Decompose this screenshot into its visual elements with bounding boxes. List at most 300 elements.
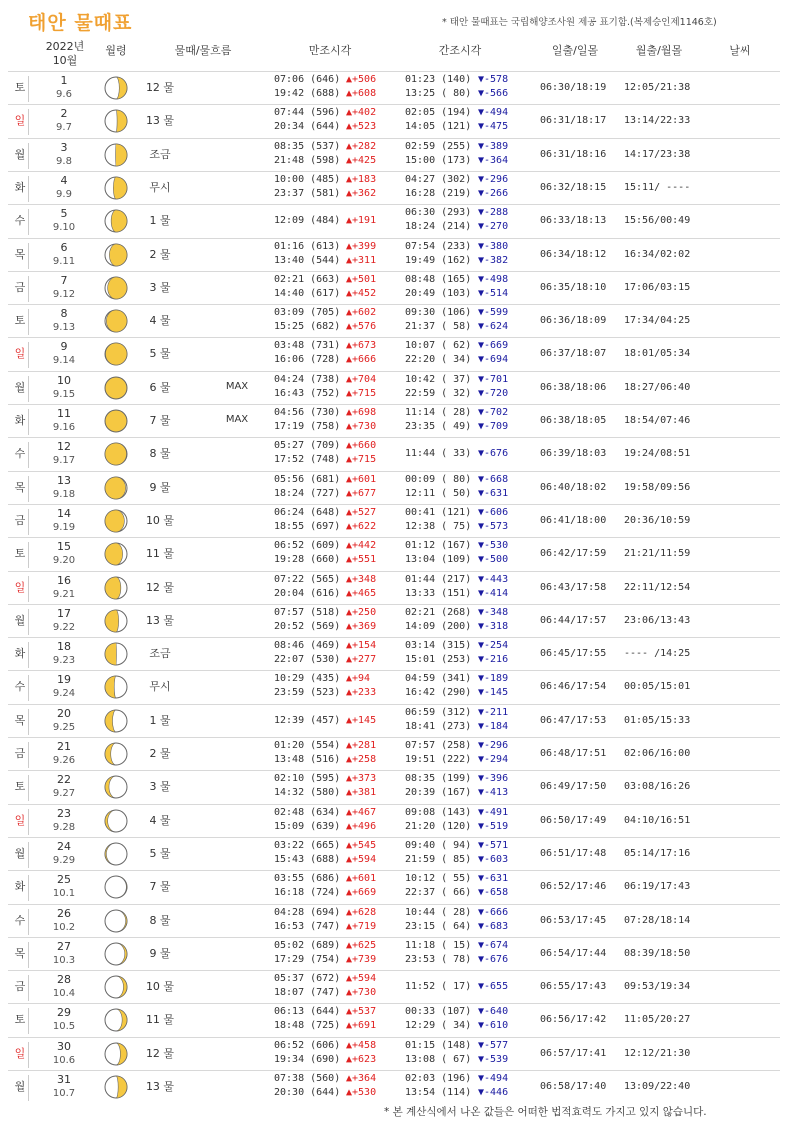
high-tide-time: 18:55 (697) — [274, 520, 341, 532]
moon-phase-icon — [104, 342, 128, 366]
high-tide-time: 02:10 (595) — [274, 773, 341, 785]
moonrise-moonset: 19:58/09:56 — [624, 481, 691, 493]
low-tide-time: 23:53 ( 78) — [405, 953, 472, 965]
high-tide-delta: ▲+458 — [346, 1039, 377, 1051]
table-row — [0, 505, 793, 538]
high-tide-time: 04:28 (694) — [274, 906, 341, 918]
day-of-week: 화 — [14, 180, 26, 194]
low-tide-delta: ▼-145 — [478, 687, 509, 699]
tide-name: 7 물 — [149, 880, 171, 894]
sunrise-sunset: 06:44/17:57 — [540, 614, 607, 626]
day-of-week: 금 — [14, 747, 26, 760]
date: 2 — [60, 107, 68, 121]
low-tide-delta: ▼-494 — [478, 107, 509, 119]
table-row — [0, 105, 793, 138]
high-tide-time: 20:30 (644) — [274, 1087, 341, 1098]
moon-phase-icon — [104, 76, 128, 100]
low-tide-time: 12:11 ( 50) — [405, 487, 472, 499]
day-of-week: 토 — [14, 314, 26, 328]
high-tide-time: 14:32 (580) — [274, 787, 341, 799]
tide-name: 4 물 — [149, 813, 171, 827]
low-tide-delta: ▼-709 — [478, 421, 509, 432]
day-of-week: 목 — [14, 247, 26, 261]
low-tide-time: 07:54 (233) — [405, 240, 472, 252]
sunrise-sunset: 06:35/18:10 — [540, 281, 607, 293]
high-tide-delta: ▲+691 — [346, 1020, 377, 1032]
high-tide-delta: ▲+622 — [346, 520, 377, 532]
low-tide-delta: ▼-610 — [478, 1020, 509, 1032]
moon-phase-icon — [104, 409, 128, 433]
low-tide-time: 01:12 (167) — [405, 540, 472, 552]
day-divider — [28, 1042, 29, 1068]
day-of-week: 일 — [14, 114, 26, 128]
day-of-week: 금 — [14, 980, 26, 994]
moonrise-moonset: 13:09/22:40 — [624, 1081, 691, 1092]
moon-phase-icon — [104, 1075, 128, 1099]
tide-name: 8 물 — [149, 913, 171, 927]
table-row — [0, 205, 793, 238]
tide-name: 8 물 — [149, 447, 171, 461]
high-tide-time: 06:13 (644) — [274, 1006, 341, 1018]
high-tide-time: 10:29 (435) — [274, 673, 341, 685]
day-divider — [28, 775, 29, 801]
table-row — [0, 905, 793, 938]
date: 7 — [60, 273, 68, 287]
low-tide-delta: ▼-254 — [478, 640, 509, 652]
table-row — [0, 705, 793, 738]
low-tide-delta: ▼-658 — [478, 887, 509, 899]
low-tide-time: 11:14 ( 28) — [405, 407, 472, 418]
lunar-date: 10.7 — [52, 1088, 76, 1099]
moonrise-moonset: 23:06/13:43 — [624, 614, 691, 626]
sunrise-sunset: 06:37/18:07 — [540, 348, 607, 360]
moonrise-moonset: 16:34/02:02 — [624, 248, 691, 260]
moon-phase-icon — [104, 243, 128, 267]
sunrise-sunset: 06:43/17:58 — [540, 581, 607, 593]
high-tide-delta: ▲+277 — [346, 654, 377, 666]
tide-name: 2 물 — [149, 747, 171, 760]
low-tide-time: 13:04 (109) — [405, 554, 472, 566]
moon-phase-icon — [104, 209, 128, 233]
low-tide-time: 00:09 ( 80) — [405, 473, 472, 485]
high-tide-delta: ▲+402 — [346, 107, 377, 119]
high-tide-time: 01:16 (613) — [274, 240, 341, 252]
header-moon-phase: 월령 — [105, 44, 127, 57]
low-tide-time: 13:54 (114) — [405, 1087, 472, 1098]
high-tide-time: 01:20 (554) — [274, 740, 341, 751]
tide-name: 1 물 — [149, 713, 171, 727]
low-tide-time: 16:28 (219) — [405, 187, 472, 199]
date: 31 — [57, 1073, 71, 1086]
date: 28 — [57, 973, 71, 987]
low-tide-time: 01:23 (140) — [405, 74, 472, 85]
high-tide-time: 05:56 (681) — [274, 473, 341, 485]
high-tide-time: 22:07 (530) — [274, 654, 341, 666]
day-of-week: 금 — [14, 513, 26, 527]
low-tide-delta: ▼-530 — [478, 540, 509, 552]
moonrise-moonset: 07:28/18:14 — [624, 914, 691, 926]
day-of-week: 월 — [14, 613, 26, 627]
moonrise-moonset: 19:24/08:51 — [624, 448, 691, 460]
sunrise-sunset: 06:38/18:05 — [540, 415, 607, 426]
high-tide-time: 16:53 (747) — [274, 920, 341, 932]
lunar-date: 10.6 — [52, 1054, 76, 1066]
high-tide-delta: ▲+399 — [346, 240, 377, 252]
lunar-date: 9.14 — [52, 355, 76, 367]
tide-name: 12 물 — [145, 1046, 175, 1060]
high-tide-delta: ▲+154 — [346, 640, 377, 652]
low-tide-delta: ▼-475 — [478, 121, 509, 133]
high-tide-time: 13:48 (516) — [274, 754, 341, 765]
high-tide-time: 10:00 (485) — [274, 173, 341, 185]
header-moonrise: 월출/월몰 — [635, 44, 683, 57]
table-row — [0, 871, 793, 904]
high-tide-time: 18:07 (747) — [274, 987, 341, 999]
tide-name: 1 물 — [149, 214, 171, 228]
day-of-week: 토 — [14, 547, 26, 561]
tide-name: 9 물 — [149, 946, 171, 960]
high-tide-time: 08:35 (537) — [274, 140, 341, 152]
low-tide-delta: ▼-519 — [478, 820, 509, 832]
table-row — [0, 139, 793, 172]
moon-phase-icon — [104, 609, 128, 633]
day-divider — [28, 442, 29, 468]
high-tide-time: 03:48 (731) — [274, 340, 341, 352]
low-tide-time: 01:15 (148) — [405, 1039, 472, 1051]
day-of-week: 토 — [14, 81, 26, 94]
high-tide-time: 08:46 (469) — [274, 640, 341, 652]
day-divider — [28, 809, 29, 835]
high-tide-time: 15:09 (639) — [274, 820, 341, 832]
table-row — [0, 738, 793, 771]
sunrise-sunset: 06:42/17:59 — [540, 548, 607, 560]
moonrise-moonset: 09:53/19:34 — [624, 981, 691, 993]
low-tide-time: 15:01 (253) — [405, 654, 472, 666]
day-divider — [28, 875, 29, 901]
day-divider — [28, 642, 29, 668]
low-tide-delta: ▼-702 — [478, 407, 509, 418]
day-of-week: 수 — [14, 913, 26, 927]
low-tide-delta: ▼-270 — [478, 221, 509, 233]
day-divider — [28, 342, 29, 368]
tide-name: 무시 — [149, 680, 171, 694]
moonrise-moonset: 21:21/11:59 — [624, 548, 691, 560]
moon-phase-icon — [104, 742, 128, 766]
low-tide-delta: ▼-500 — [478, 554, 509, 566]
high-tide-delta: ▲+715 — [346, 454, 377, 466]
moonrise-moonset: 00:05/15:01 — [624, 681, 691, 693]
day-of-week: 화 — [14, 414, 26, 427]
high-tide-time: 03:22 (665) — [274, 839, 341, 851]
high-tide-time: 17:19 (758) — [274, 421, 341, 432]
sunrise-sunset: 06:54/17:44 — [540, 947, 607, 959]
low-tide-time: 02:05 (194) — [405, 107, 472, 119]
tide-name: 4 물 — [149, 314, 171, 328]
low-tide-time: 13:33 (151) — [405, 587, 472, 599]
low-tide-time: 10:44 ( 28) — [405, 906, 472, 918]
day-divider — [28, 276, 29, 302]
tide-name: 조금 — [149, 147, 171, 161]
high-tide-delta: ▲+594 — [346, 973, 377, 985]
moon-phase-icon — [104, 842, 128, 866]
day-divider — [28, 576, 29, 602]
high-tide-delta: ▲+373 — [346, 773, 377, 785]
lunar-date: 9.23 — [52, 655, 76, 667]
high-tide-delta: ▲+94 — [346, 673, 371, 685]
high-tide-time: 19:34 (690) — [274, 1053, 341, 1065]
table-row — [0, 838, 793, 871]
date: 10 — [57, 373, 71, 387]
high-tide-delta: ▲+719 — [346, 920, 377, 932]
high-tide-time: 18:24 (727) — [274, 487, 341, 499]
day-divider — [28, 709, 29, 735]
high-tide-delta: ▲+311 — [346, 254, 377, 266]
high-tide-delta: ▲+602 — [346, 307, 377, 319]
high-tide-time: 07:38 (560) — [274, 1073, 341, 1084]
moonrise-moonset: 22:11/12:54 — [624, 581, 691, 593]
lunar-date: 9.16 — [52, 422, 76, 433]
day-divider — [28, 509, 29, 535]
high-tide-time: 17:52 (748) — [274, 454, 341, 466]
high-tide-delta: ▲+666 — [346, 354, 377, 366]
high-tide-delta: ▲+364 — [346, 1073, 377, 1084]
high-tide-time: 23:37 (581) — [274, 187, 341, 199]
table-row — [0, 305, 793, 338]
high-tide-delta: ▲+608 — [346, 88, 377, 99]
high-tide-time: 21:48 (598) — [274, 154, 341, 166]
lunar-date: 9.12 — [52, 288, 76, 300]
table-row — [0, 272, 793, 305]
moon-phase-icon — [104, 1042, 128, 1066]
tide-name: 11 물 — [145, 1013, 175, 1027]
tide-name: 7 물 — [149, 414, 171, 427]
low-tide-time: 10:07 ( 62) — [405, 340, 472, 352]
high-tide-time: 02:48 (634) — [274, 806, 341, 818]
tide-name: 13 물 — [145, 114, 175, 128]
high-tide-time: 06:52 (606) — [274, 1039, 341, 1051]
date: 12 — [57, 440, 71, 454]
low-tide-delta: ▼-666 — [478, 906, 509, 918]
moonrise-moonset: 04:10/16:51 — [624, 814, 691, 826]
table-row — [0, 239, 793, 272]
high-tide-time: 05:02 (689) — [274, 939, 341, 951]
header-year: 2022년 — [45, 40, 85, 53]
moonrise-moonset: 12:05/21:38 — [624, 82, 691, 93]
high-tide-delta: ▲+442 — [346, 540, 377, 552]
high-tide-time: 19:42 (688) — [274, 88, 341, 99]
table-row — [0, 805, 793, 838]
high-tide-delta: ▲+501 — [346, 273, 377, 285]
day-of-week: 목 — [14, 713, 26, 727]
table-row — [0, 72, 793, 105]
low-tide-delta: ▼-603 — [478, 853, 509, 865]
day-divider — [28, 1008, 29, 1034]
low-tide-delta: ▼-443 — [478, 573, 509, 585]
day-of-week: 수 — [14, 447, 26, 461]
table-row — [0, 1038, 793, 1071]
high-tide-delta: ▲+233 — [346, 687, 377, 699]
low-tide-delta: ▼-494 — [478, 1073, 509, 1084]
date: 21 — [57, 740, 71, 753]
low-tide-delta: ▼-294 — [478, 754, 509, 765]
high-tide-delta: ▲+715 — [346, 387, 377, 399]
moon-phase-icon — [104, 143, 128, 167]
low-tide-time: 12:38 ( 75) — [405, 520, 472, 532]
high-tide-time: 16:06 (728) — [274, 354, 341, 366]
day-divider — [28, 409, 29, 435]
date: 13 — [57, 473, 71, 487]
lunar-date: 9.11 — [52, 255, 76, 267]
low-tide-time: 07:57 (258) — [405, 740, 472, 751]
high-tide-time: 12:09 (484) — [274, 215, 341, 227]
high-tide-time: 07:44 (596) — [274, 107, 341, 119]
high-tide-delta: ▲+191 — [346, 215, 377, 227]
high-tide-delta: ▲+551 — [346, 554, 377, 566]
high-tide-delta: ▲+452 — [346, 287, 377, 299]
date: 1 — [60, 74, 68, 87]
moon-phase-icon — [104, 376, 128, 400]
sunrise-sunset: 06:50/17:49 — [540, 814, 607, 826]
day-divider — [28, 542, 29, 568]
low-tide-time: 20:49 (103) — [405, 287, 472, 299]
header-sunrise: 일출/일몰 — [551, 44, 599, 57]
high-tide-time: 02:21 (663) — [274, 273, 341, 285]
tide-name: 10 물 — [145, 513, 175, 527]
table-row — [0, 405, 793, 438]
high-tide-delta: ▲+348 — [346, 573, 377, 585]
moonrise-moonset: 11:05/20:27 — [624, 1014, 691, 1026]
date: 6 — [60, 240, 68, 254]
high-tide-time: 04:24 (738) — [274, 373, 341, 385]
high-tide-delta: ▲+523 — [346, 121, 377, 133]
low-tide-delta: ▼-189 — [478, 673, 509, 685]
sunrise-sunset: 06:49/17:50 — [540, 781, 607, 793]
low-tide-time: 09:30 (106) — [405, 307, 472, 319]
high-tide-delta: ▲+530 — [346, 1087, 377, 1098]
moon-phase-icon — [104, 909, 128, 933]
low-tide-delta: ▼-539 — [478, 1053, 509, 1065]
high-tide-delta: ▲+730 — [346, 421, 377, 432]
day-of-week: 화 — [14, 880, 26, 894]
table-row — [0, 472, 793, 505]
high-tide-time: 15:43 (688) — [274, 853, 341, 865]
low-tide-delta: ▼-578 — [478, 74, 509, 85]
lunar-date: 9.27 — [52, 788, 76, 800]
moon-phase-icon — [104, 576, 128, 600]
high-tide-delta: ▲+467 — [346, 806, 377, 818]
moon-phase-icon — [104, 709, 128, 733]
low-tide-time: 12:29 ( 34) — [405, 1020, 472, 1032]
low-tide-time: 15:00 (173) — [405, 154, 472, 166]
tide-name: 12 물 — [145, 580, 175, 594]
low-tide-delta: ▼-414 — [478, 587, 509, 599]
high-tide-time: 07:06 (646) — [274, 74, 341, 85]
low-tide-time: 00:33 (107) — [405, 1006, 472, 1018]
high-tide-delta: ▲+594 — [346, 853, 377, 865]
moonrise-moonset: 06:19/17:43 — [624, 881, 691, 893]
low-tide-delta: ▼-624 — [478, 321, 509, 333]
high-tide-delta: ▲+669 — [346, 887, 377, 899]
sunrise-sunset: 06:34/18:12 — [540, 248, 607, 260]
lunar-date: 9.20 — [52, 555, 76, 567]
low-tide-delta: ▼-676 — [478, 953, 509, 965]
high-tide-time: 14:40 (617) — [274, 287, 341, 299]
header-tide: 물때/물흐름 — [174, 44, 232, 57]
moon-phase-icon — [104, 476, 128, 500]
high-tide-delta: ▲+730 — [346, 987, 377, 999]
table-row — [0, 971, 793, 1004]
day-divider — [28, 975, 29, 1001]
date: 5 — [60, 207, 68, 221]
day-divider — [28, 742, 29, 768]
sunrise-sunset: 06:45/17:55 — [540, 648, 607, 660]
high-tide-delta: ▲+677 — [346, 487, 377, 499]
day-divider — [28, 209, 29, 235]
day-of-week: 월 — [14, 380, 26, 394]
low-tide-time: 18:41 (273) — [405, 720, 472, 732]
lunar-date: 9.28 — [52, 821, 76, 833]
moonrise-moonset: 02:06/16:00 — [624, 748, 691, 759]
low-tide-delta: ▼-296 — [478, 740, 509, 751]
high-tide-delta: ▲+145 — [346, 714, 377, 726]
low-tide-delta: ▼-674 — [478, 939, 509, 951]
day-divider — [28, 76, 29, 102]
low-tide-time: 06:59 (312) — [405, 706, 472, 718]
sunrise-sunset: 06:57/17:41 — [540, 1047, 607, 1059]
sunrise-sunset: 06:41/18:00 — [540, 514, 607, 526]
moonrise-moonset: 17:34/04:25 — [624, 315, 691, 327]
high-tide-delta: ▲+698 — [346, 407, 377, 418]
high-tide-time: 20:52 (569) — [274, 620, 341, 632]
day-of-week: 토 — [14, 1013, 26, 1027]
tide-name: 6 물 — [149, 380, 171, 394]
moonrise-moonset: 15:56/00:49 — [624, 215, 691, 227]
high-tide-delta: ▲+381 — [346, 787, 377, 799]
table-row — [0, 771, 793, 804]
low-tide-delta: ▼-599 — [478, 307, 509, 319]
lunar-date: 9.26 — [52, 755, 76, 766]
low-tide-time: 23:15 ( 64) — [405, 920, 472, 932]
low-tide-time: 22:59 ( 32) — [405, 387, 472, 399]
high-tide-delta: ▲+545 — [346, 839, 377, 851]
date: 18 — [57, 640, 71, 654]
table-row — [0, 438, 793, 471]
high-tide-time: 23:59 (523) — [274, 687, 341, 699]
low-tide-time: 10:12 ( 55) — [405, 873, 472, 885]
low-tide-time: 02:21 (268) — [405, 606, 472, 618]
low-tide-delta: ▼-669 — [478, 340, 509, 352]
high-tide-delta: ▲+496 — [346, 820, 377, 832]
day-of-week: 토 — [14, 780, 26, 794]
moon-phase-icon — [104, 276, 128, 300]
table-row — [0, 638, 793, 671]
high-tide-delta: ▲+369 — [346, 620, 377, 632]
low-tide-delta: ▼-640 — [478, 1006, 509, 1018]
high-tide-delta: ▲+362 — [346, 187, 377, 199]
table-row — [0, 671, 793, 704]
high-tide-delta: ▲+250 — [346, 606, 377, 618]
high-tide-time: 07:57 (518) — [274, 606, 341, 618]
table-row — [0, 338, 793, 371]
tide-name: 11 물 — [145, 547, 175, 561]
low-tide-delta: ▼-296 — [478, 173, 509, 185]
sunrise-sunset: 06:38/18:06 — [540, 381, 607, 393]
header-date — [40, 40, 90, 68]
lunar-date: 9.10 — [52, 222, 76, 234]
date: 29 — [57, 1006, 71, 1020]
low-tide-delta: ▼-566 — [478, 88, 509, 99]
low-tide-delta: ▼-573 — [478, 520, 509, 532]
